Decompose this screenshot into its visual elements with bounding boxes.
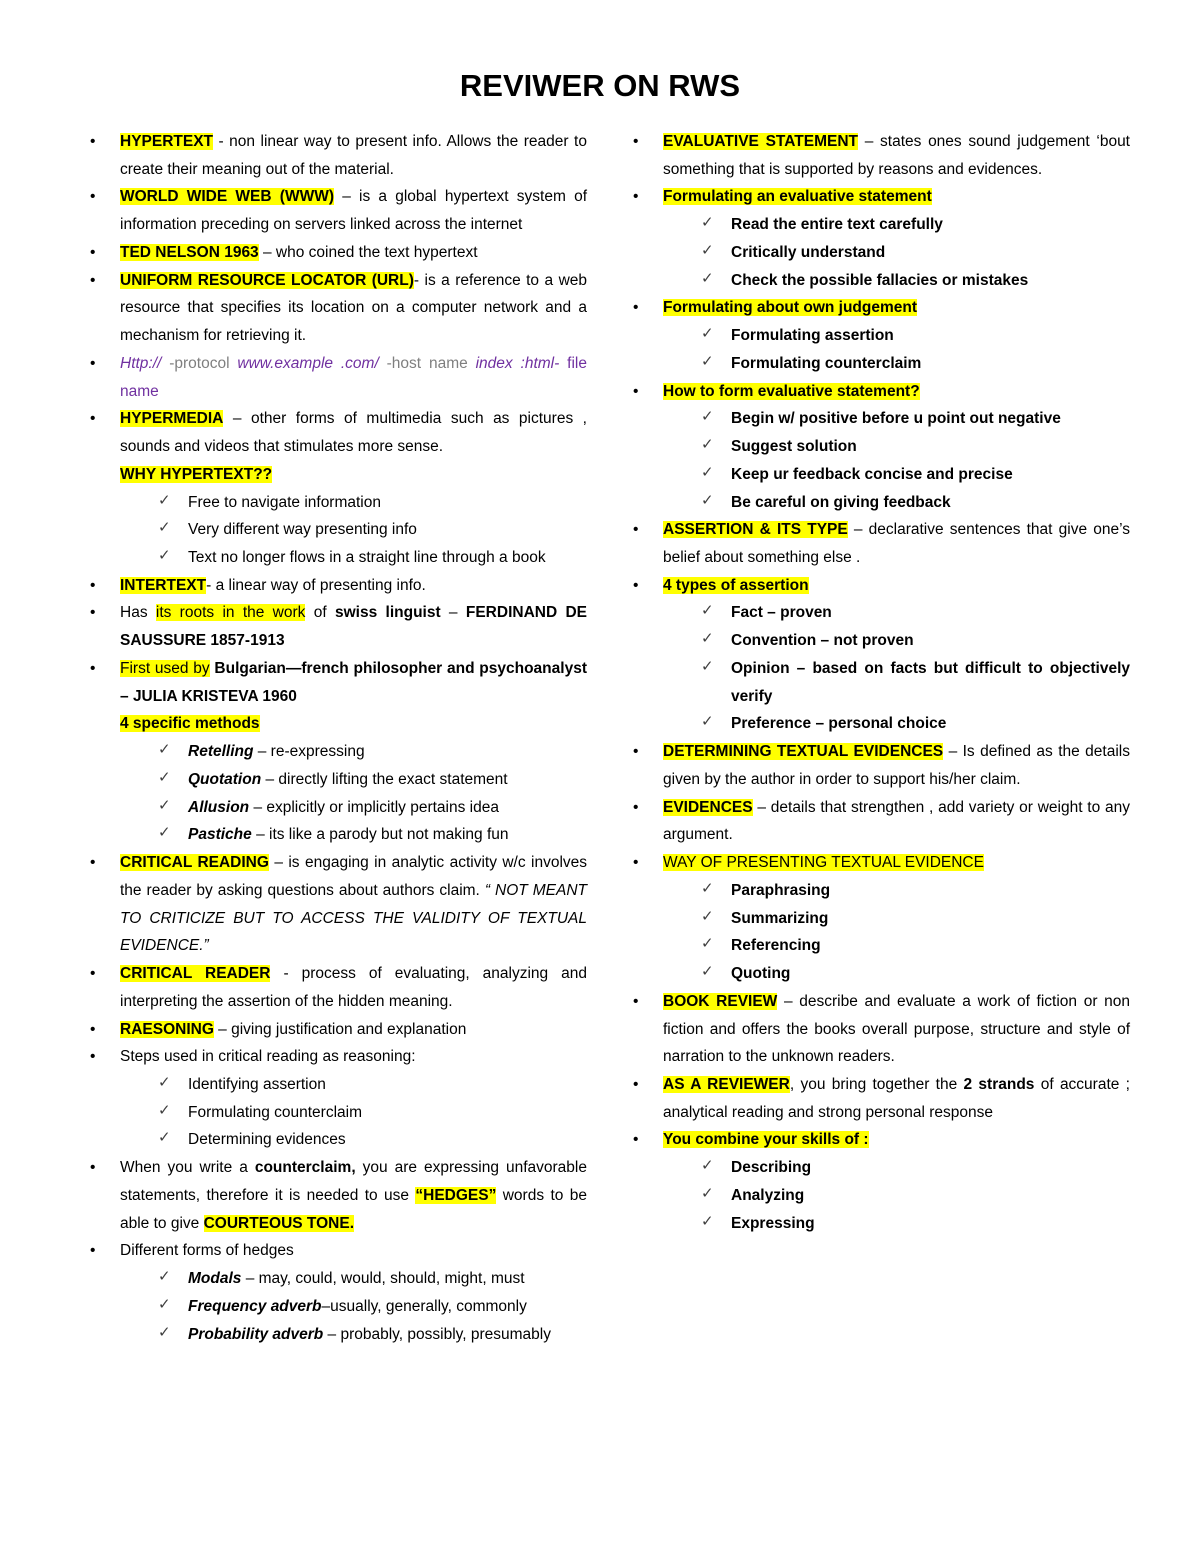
text-run: FERDINAND DE SAUSSURE 1857-1913 — [120, 604, 587, 650]
text-runs — [731, 632, 914, 649]
checkmark-icon: ✓ — [158, 824, 171, 842]
text-run: EVIDENCES — [663, 798, 753, 816]
bullet-item — [88, 267, 587, 350]
text-run: Check the possible fallacies or mistakes — [731, 271, 1029, 289]
bullet-item — [631, 378, 1130, 406]
text-run: Formulating assertion — [731, 327, 894, 345]
text-runs — [731, 1159, 811, 1176]
check-item — [158, 1071, 587, 1099]
check-item — [158, 516, 587, 544]
bullet-icon: • — [633, 743, 639, 761]
text-run: you are expressing unfavorable statements, therefore it is needed to use — [120, 1159, 587, 1204]
text-run: EVALUATIVE STATEMENT — [663, 133, 858, 150]
checkmark-icon: ✓ — [701, 269, 714, 287]
text-run: – declarative sentences that give one’s belief about something else . — [663, 521, 1131, 567]
text-runs — [120, 604, 587, 649]
text-run: Retelling — [188, 743, 254, 761]
bullet-icon: • — [633, 521, 639, 539]
text-run: Different forms of hedges — [120, 1242, 294, 1260]
text-runs — [731, 937, 821, 954]
checkmark-icon: ✓ — [701, 935, 714, 953]
bullet-item — [631, 128, 1130, 183]
text-run: Paraphrasing — [731, 881, 831, 899]
text-runs — [120, 1048, 416, 1065]
bullet-item — [88, 655, 587, 710]
bullet-icon: • — [90, 188, 96, 206]
text-runs — [120, 466, 272, 483]
text-run: CRITICAL READING — [120, 854, 269, 872]
bullet-item — [88, 1154, 587, 1237]
bullet-item — [88, 1043, 587, 1071]
text-runs — [188, 521, 417, 538]
text-runs — [188, 826, 509, 843]
text-runs — [120, 854, 587, 954]
text-run: Summarizing — [731, 909, 829, 927]
text-runs — [188, 1298, 527, 1315]
text-runs — [731, 910, 828, 927]
bullet-item — [88, 405, 587, 460]
text-runs — [663, 799, 1130, 844]
checkmark-icon: ✓ — [701, 352, 714, 370]
check-item — [701, 322, 1130, 350]
continuation-line — [120, 710, 587, 738]
text-run: Suggest solution — [731, 438, 857, 456]
checkmark-icon: ✓ — [158, 768, 171, 786]
checkmark-icon: ✓ — [701, 907, 714, 925]
text-runs — [120, 355, 587, 400]
bullet-icon: • — [633, 1131, 639, 1149]
text-run: Has — [120, 604, 156, 622]
text-run: UNIFORM RESOURCE LOCATOR (URL) — [120, 271, 414, 289]
text-runs — [188, 1076, 326, 1093]
text-run: – describe and evaluate a work of fiction or non fiction and offers the books overall purpose, structure and style of narration to the unknown readers. — [663, 992, 1131, 1066]
text-runs — [663, 854, 984, 871]
bullet-item — [631, 1126, 1130, 1154]
text-runs — [663, 383, 920, 400]
text-run: - is a reference to a web resource that specifies its location on a computer network and a mechanism for retrieving it. — [120, 271, 588, 345]
text-runs — [731, 494, 951, 511]
check-item — [701, 267, 1130, 295]
check-item — [701, 932, 1130, 960]
text-run: Formulating about own judgement — [663, 299, 918, 317]
bullet-item — [88, 599, 587, 654]
check-item — [158, 766, 587, 794]
text-run: Critically understand — [731, 243, 886, 261]
bullet-icon: • — [90, 1048, 96, 1066]
text-run: – details that strengthen , add variety or weight to any argument. — [663, 798, 1130, 844]
text-runs — [663, 577, 809, 594]
bullet-icon: • — [633, 382, 639, 400]
bullet-icon: • — [90, 659, 96, 677]
bullet-item — [88, 960, 587, 1015]
text-run: Expressing — [731, 1214, 815, 1232]
bullet-icon: • — [90, 354, 96, 372]
checkmark-icon: ✓ — [701, 1157, 714, 1175]
text-run: Identifying assertion — [188, 1075, 326, 1093]
checkmark-icon: ✓ — [158, 1129, 171, 1147]
text-run: Analyzing — [731, 1186, 805, 1204]
text-run: Determining evidences — [188, 1131, 346, 1149]
text-runs — [120, 188, 587, 233]
text-runs — [731, 1215, 815, 1232]
text-run: – its like a parody but not making fun — [251, 826, 509, 844]
text-run: - a linear way of presenting info. — [206, 576, 426, 594]
text-run: – — [440, 604, 466, 622]
bullet-icon: • — [90, 604, 96, 622]
bullet-item — [88, 849, 587, 960]
text-run: How to form evaluative statement? — [663, 382, 920, 400]
checkmark-icon: ✓ — [701, 713, 714, 731]
text-run: , you bring together the — [789, 1075, 964, 1093]
text-run: - process of evaluating, analyzing and interpreting the assertion of the hidden meaning. — [120, 965, 587, 1010]
text-run: JULIA KRISTEVA 1960 — [132, 687, 297, 705]
text-run: Quoting — [731, 965, 791, 983]
text-run: index :html- — [475, 354, 560, 372]
bullet-item — [88, 1016, 587, 1044]
text-run: “ NOT MEANT TO CRITICIZE BUT TO ACCESS THE VALIDITY OF TEXTUAL EVIDENCE.” — [120, 881, 587, 955]
checkmark-icon: ✓ — [158, 796, 171, 814]
check-item — [701, 627, 1130, 655]
text-runs — [663, 133, 1130, 178]
checkmark-icon: ✓ — [701, 325, 714, 343]
text-runs — [188, 1270, 525, 1287]
checkmark-icon: ✓ — [158, 491, 171, 509]
text-run: 4 specific methods — [120, 715, 260, 733]
check-item — [158, 1321, 587, 1349]
check-item — [158, 794, 587, 822]
text-run: – — [120, 687, 133, 705]
text-runs — [731, 604, 832, 621]
checkmark-icon: ✓ — [701, 879, 714, 897]
text-run: Be careful on giving feedback — [731, 493, 951, 511]
checkmark-icon: ✓ — [701, 1184, 714, 1202]
text-run: Read the entire text carefully — [731, 216, 943, 234]
checkmark-icon: ✓ — [701, 241, 714, 259]
text-run: – is engaging in analytic activity w/c involves the reader by asking questions about authors claim. — [120, 854, 588, 899]
text-runs — [731, 715, 946, 732]
bullet-item — [631, 294, 1130, 322]
check-item — [701, 1182, 1130, 1210]
text-runs — [663, 1076, 1130, 1121]
bullet-icon: • — [633, 133, 639, 150]
check-item — [701, 599, 1130, 627]
checkmark-icon: ✓ — [701, 408, 714, 426]
bullet-icon: • — [90, 854, 96, 872]
text-runs — [120, 410, 587, 455]
bullet-item — [88, 350, 587, 405]
checkmark-icon: ✓ — [158, 1073, 171, 1091]
text-runs — [120, 1159, 587, 1231]
text-run: WHY HYPERTEXT?? — [120, 465, 273, 483]
bullet-icon: • — [90, 1020, 96, 1038]
bullet-icon: • — [90, 271, 96, 289]
text-runs — [663, 188, 932, 205]
bullet-icon: • — [90, 965, 96, 983]
check-item — [701, 350, 1130, 378]
text-run: INTERTEXT — [120, 576, 207, 594]
check-item — [701, 655, 1130, 710]
check-item — [701, 489, 1130, 517]
check-item — [158, 1126, 587, 1154]
text-runs — [663, 1131, 869, 1148]
bullet-item — [631, 516, 1130, 571]
text-run: Begin w/ positive before u point out negative — [731, 410, 1061, 428]
bullet-item — [88, 239, 587, 267]
text-run: –usually, generally, commonly — [321, 1297, 527, 1315]
bullet-item — [631, 738, 1130, 793]
text-runs — [731, 327, 894, 344]
text-run: Formulating counterclaim — [731, 354, 922, 372]
text-run: Http:// — [120, 354, 170, 372]
text-run: Very different way presenting info — [188, 521, 417, 539]
check-item — [701, 905, 1130, 933]
text-runs — [188, 494, 381, 511]
text-runs — [188, 799, 499, 816]
two-column-layout — [0, 128, 1200, 1348]
text-run: -host name — [386, 354, 476, 372]
checkmark-icon: ✓ — [701, 630, 714, 648]
text-run: “HEDGES” — [415, 1186, 497, 1204]
bullet-item — [631, 1071, 1130, 1126]
text-runs — [731, 216, 943, 233]
text-run: Opinion – based on facts but difficult to objectively verify — [731, 659, 1130, 705]
text-run: – explicitly or implicitly pertains idea — [249, 798, 499, 816]
text-runs — [663, 743, 1130, 788]
text-run: – is a global hypertext system of information preceding on servers linked across the internet — [120, 188, 587, 234]
text-run: Preference – personal choice — [731, 715, 947, 733]
text-run: Formulating an evaluative statement — [663, 188, 932, 206]
text-runs — [731, 272, 1028, 289]
text-runs — [731, 438, 857, 455]
text-run: – giving justification and explanation — [213, 1020, 467, 1038]
checkmark-icon: ✓ — [701, 463, 714, 481]
text-runs — [731, 660, 1130, 705]
text-run: TED NELSON 1963 — [120, 243, 259, 261]
checkmark-icon: ✓ — [158, 1101, 171, 1119]
text-run: DETERMINING TEXTUAL EVIDENCES — [663, 743, 944, 761]
text-run: - non linear way to present info. Allows the reader to create their meaning out of the material. — [120, 133, 587, 178]
check-item — [158, 738, 587, 766]
text-runs — [120, 1021, 466, 1038]
checkmark-icon: ✓ — [701, 491, 714, 509]
check-item — [158, 821, 587, 849]
bullet-icon: • — [633, 576, 639, 594]
text-run: – Is defined as the details given by the author in order to support his/her claim. — [663, 743, 1130, 788]
text-run: Bulgarian—french philosopher and psychoanalyst — [214, 659, 587, 677]
text-run: Formulating counterclaim — [188, 1103, 363, 1121]
checkmark-icon: ✓ — [701, 214, 714, 232]
text-run: First used by — [120, 659, 210, 677]
check-item — [701, 1210, 1130, 1238]
bullet-item — [631, 183, 1130, 211]
checkmark-icon: ✓ — [158, 1295, 171, 1313]
text-run: Quotation — [188, 770, 262, 788]
bullet-icon: • — [633, 854, 639, 872]
text-run: counterclaim, — [254, 1159, 356, 1177]
checkmark-icon: ✓ — [158, 1323, 171, 1341]
check-item — [701, 1154, 1130, 1182]
text-run: BOOK REVIEW — [663, 992, 778, 1010]
check-item — [701, 877, 1130, 905]
checkmark-icon: ✓ — [701, 602, 714, 620]
bullet-item — [88, 183, 587, 238]
checkmark-icon: ✓ — [701, 1212, 714, 1230]
check-item — [158, 544, 587, 572]
text-runs — [731, 882, 830, 899]
text-runs — [731, 355, 921, 372]
text-run: HYPERTEXT — [120, 133, 214, 150]
text-runs — [731, 1187, 804, 1204]
text-run: -protocol — [169, 354, 238, 372]
text-run: Referencing — [731, 937, 821, 955]
text-run: AS A REVIEWER — [663, 1075, 790, 1093]
text-runs — [188, 743, 365, 760]
bullet-item — [88, 128, 587, 183]
text-run: – states ones sound judgement ‘bout something that is supported by reasons and evidences. — [663, 133, 1130, 178]
check-item — [701, 239, 1130, 267]
bullet-item — [631, 849, 1130, 877]
text-run: ASSERTION & ITS TYPE — [663, 521, 848, 539]
bullet-icon: • — [90, 133, 96, 150]
text-run: Convention – not proven — [731, 632, 914, 650]
text-run: – who coined the text hypertext — [258, 243, 478, 261]
text-run: Free to navigate information — [188, 493, 381, 511]
check-item — [158, 1265, 587, 1293]
text-run: www.example .com/ — [237, 354, 387, 372]
text-run: You combine your skills of : — [663, 1131, 869, 1149]
text-run: RAESONING — [120, 1020, 214, 1038]
bullet-icon: • — [633, 798, 639, 816]
text-run: Keep ur feedback concise and precise — [731, 465, 1013, 483]
text-runs — [188, 1131, 346, 1148]
text-runs — [188, 771, 508, 788]
text-runs — [731, 244, 885, 261]
check-item — [701, 405, 1130, 433]
text-run: – other forms of multimedia such as pictures , sounds and videos that stimulates more sense. — [120, 410, 587, 456]
bullet-item — [631, 988, 1130, 1071]
checkmark-icon: ✓ — [158, 1268, 171, 1286]
text-run: Text no longer flows in a straight line through a book — [188, 549, 546, 567]
bullet-icon: • — [90, 576, 96, 594]
text-run: CRITICAL READER — [120, 965, 271, 983]
bullet-icon: • — [90, 243, 96, 261]
text-runs — [120, 715, 260, 732]
text-run: Steps used in critical reading as reasoning: — [120, 1048, 416, 1066]
text-run: Pastiche — [188, 826, 252, 844]
bullet-icon: • — [90, 1242, 96, 1260]
text-run: swiss linguist — [334, 604, 441, 622]
check-item — [701, 960, 1130, 988]
bullet-icon: • — [90, 1159, 96, 1177]
bullet-icon: • — [633, 299, 639, 317]
text-runs — [120, 577, 426, 594]
text-run: – probably, possibly, presumably — [323, 1325, 551, 1343]
bullet-item — [88, 1237, 587, 1265]
text-runs — [663, 521, 1130, 566]
bullet-item — [631, 572, 1130, 600]
text-runs — [120, 244, 478, 261]
text-run: WORLD WIDE WEB (WWW) — [120, 188, 334, 206]
text-runs — [663, 993, 1130, 1065]
bullet-item — [631, 794, 1130, 849]
text-runs — [120, 965, 587, 1010]
left-column — [88, 128, 587, 1348]
text-run: WAY OF PRESENTING TEXTUAL EVIDENCE — [663, 854, 984, 872]
text-runs — [731, 466, 1013, 483]
text-run: – may, could, would, should, might, must — [241, 1270, 525, 1288]
bullet-icon: • — [90, 410, 96, 428]
bullet-item — [88, 572, 587, 600]
text-runs — [663, 299, 917, 316]
checkmark-icon: ✓ — [158, 547, 171, 565]
text-run: of — [305, 604, 335, 622]
check-item — [701, 433, 1130, 461]
text-run: its roots in the work — [155, 604, 306, 622]
bullet-icon: • — [633, 188, 639, 206]
checkmark-icon: ✓ — [158, 519, 171, 537]
bullet-icon: • — [633, 992, 639, 1010]
check-item — [158, 1293, 587, 1321]
check-item — [701, 710, 1130, 738]
checkmark-icon: ✓ — [158, 741, 171, 759]
text-run: 2 strands — [963, 1075, 1035, 1093]
text-run: of accurate ; analytical reading and strong personal response — [663, 1075, 1130, 1121]
page-title: REVIWER ON RWS — [459, 68, 741, 103]
text-run: HYPERMEDIA — [120, 410, 224, 428]
text-run: Frequency adverb — [188, 1297, 322, 1315]
text-run: Allusion — [188, 798, 250, 816]
check-item — [701, 461, 1130, 489]
text-run: Modals — [188, 1270, 242, 1288]
text-runs — [120, 660, 587, 705]
text-runs — [120, 133, 587, 178]
text-run: – re-expressing — [253, 743, 365, 761]
checkmark-icon: ✓ — [701, 657, 714, 675]
text-runs — [188, 1326, 551, 1343]
check-item — [701, 211, 1130, 239]
text-run: – directly lifting the exact statement — [261, 770, 508, 788]
text-runs — [120, 272, 587, 344]
text-runs — [731, 965, 790, 982]
check-item — [158, 489, 587, 517]
text-run: 4 types of assertion — [663, 576, 809, 594]
text-run: COURTEOUS TONE. — [203, 1214, 355, 1232]
checkmark-icon: ✓ — [701, 963, 714, 981]
text-run: When you write a — [120, 1159, 255, 1177]
text-run: Probability adverb — [188, 1325, 324, 1343]
check-item — [158, 1099, 587, 1127]
checkmark-icon: ✓ — [701, 436, 714, 454]
text-runs — [120, 1242, 294, 1259]
continuation-line — [120, 461, 587, 489]
text-run: Describing — [731, 1159, 812, 1177]
text-run: words to be able to give — [120, 1186, 588, 1232]
right-column — [631, 128, 1130, 1348]
text-run: Fact – proven — [731, 604, 832, 622]
text-runs — [188, 549, 546, 566]
bullet-icon: • — [633, 1075, 639, 1093]
text-runs — [188, 1104, 362, 1121]
text-run: file name — [120, 354, 587, 400]
text-runs — [731, 410, 1061, 427]
